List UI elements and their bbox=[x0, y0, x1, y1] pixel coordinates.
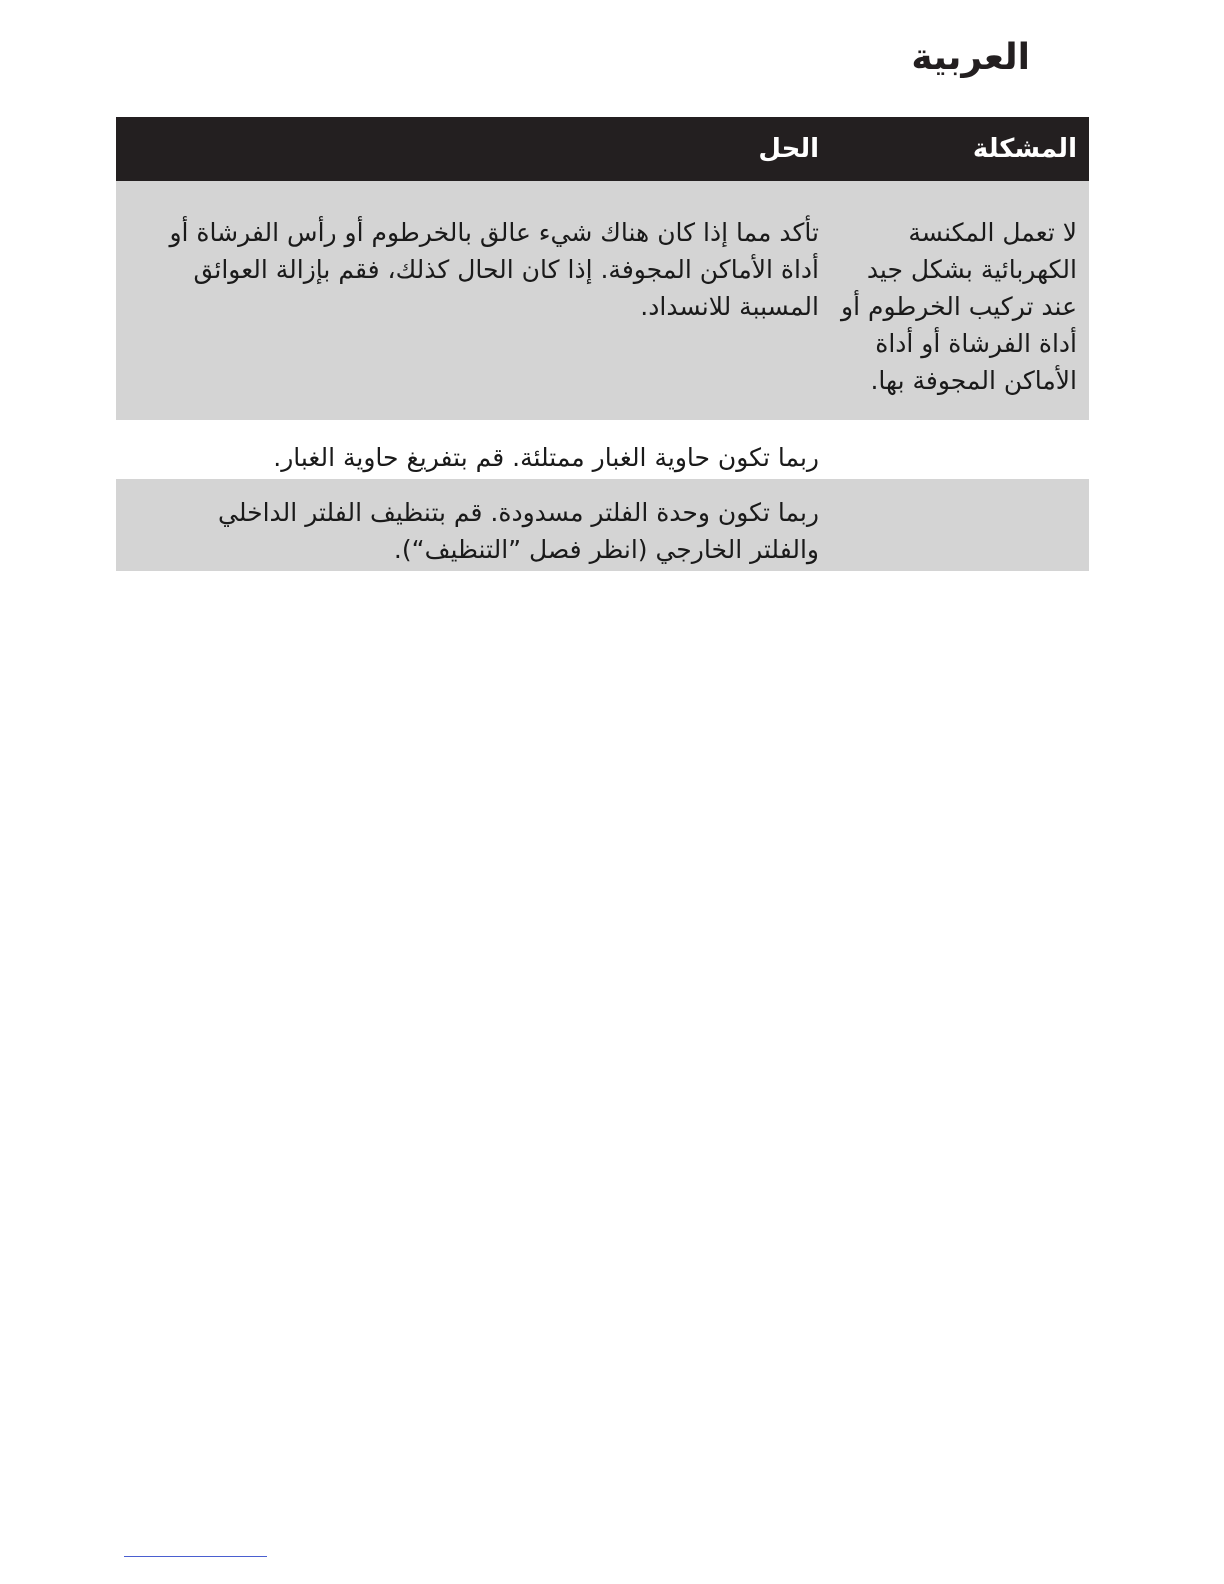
table-header bbox=[116, 117, 1089, 181]
solution-column-header: الحل bbox=[758, 134, 819, 164]
problem-column-header: المشكلة bbox=[972, 134, 1077, 164]
solution-cell: ربما تكون حاوية الغبار ممتلئة. قم بتفريغ حاوية الغبار. bbox=[273, 443, 819, 472]
table-row bbox=[116, 181, 1089, 420]
table-row bbox=[116, 420, 1089, 479]
troubleshooting-table bbox=[116, 117, 1089, 571]
problem-cell bbox=[831, 439, 1089, 479]
table-row bbox=[116, 479, 1089, 571]
solution-cell: ربما تكون وحدة الفلتر مسدودة. قم بتنظيف الفلتر الداخلي والفلتر الخارجي (انظر فصل ”التنظيف“). bbox=[218, 498, 819, 564]
solution-cell: تأكد مما إذا كان هناك شيء عالق بالخرطوم أو رأس الفرشاة أو أداة الأماكن المجوفة. إذا كان الحال كذلك، فقم بإزالة العوائق المسببة للانسداد. bbox=[169, 218, 819, 321]
problem-cell bbox=[831, 494, 1089, 571]
problem-cell: لا تعمل المكنسة الكهربائية بشكل جيد عند تركيب الخرطوم أو أداة الفرشاة أو أداة الأماكن المجوفة بها. bbox=[841, 218, 1077, 395]
language-heading: العربية bbox=[911, 37, 1030, 78]
footer-rule bbox=[124, 1556, 267, 1557]
